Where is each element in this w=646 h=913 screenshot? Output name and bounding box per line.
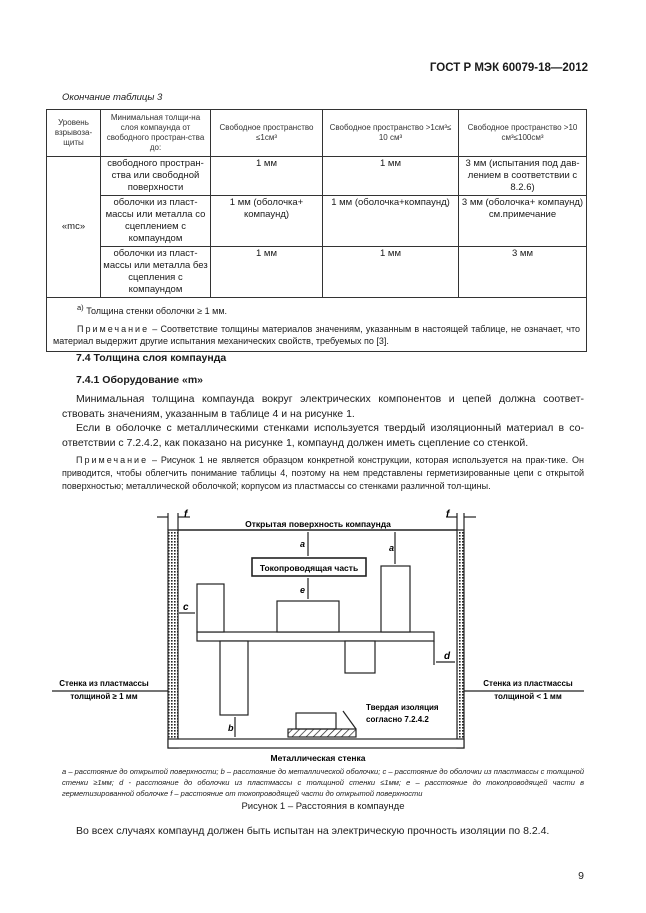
table-row — [47, 196, 587, 247]
insulation-label: Твердая изоляция — [366, 703, 439, 712]
component — [220, 641, 248, 715]
dim-letter-e: e — [300, 585, 306, 595]
component — [381, 566, 410, 632]
table-footer — [47, 298, 587, 352]
note-label: Примечание — [77, 324, 150, 334]
cell: 1 мм — [323, 247, 459, 298]
right-wall-label: Стенка из пластмассы — [483, 679, 573, 688]
row-label: оболочки из пласт-массы или металла со сцеплением с компаундом — [101, 196, 211, 247]
component — [197, 584, 224, 632]
cell: 1 мм (оболочка+ компаунд) — [211, 196, 323, 247]
header-min-thickness: Минимальная толщи-на слоя компаунда от свободного простран-ства до: — [101, 110, 211, 157]
cell: 1 мм — [323, 157, 459, 196]
left-wall-label: Стенка из пластмассы — [59, 679, 149, 688]
footnote-text: Толщина стенки оболочки ≥ 1 мм. — [86, 306, 228, 316]
conductive-part-label: Токопроводящая часть — [259, 563, 359, 573]
page-number: 9 — [578, 870, 584, 882]
cell: 3 мм (оболочка+ компаунд) см.примечание — [459, 196, 587, 247]
protection-level: «mc» — [47, 157, 101, 298]
note-text: – Соответствие толщины материалов значениям, указанным в настоящей таблице, не означает, что материал выдержит другие испытания механических свойств, требуемых по [3]. — [53, 324, 580, 346]
row-label: свободного простран-ства или свободной поверхности — [101, 157, 211, 196]
table-header-row — [47, 110, 587, 157]
figure-legend: a – расстояние до открытой поверхности; b – расстояние до металлической оболочки; c – расстояние до оболочки из пластмассы с толщиной стенки ≥1мм; d - расстояние до оболочки из пластмассы с толщиной стенки ≤1мм; e – расстояние до токопроводящей части в герметизированной оболочке f – расстояние от токопроводящей части до открытой поверхности — [62, 767, 584, 798]
cell: 1 мм (оболочка+компаунд) — [323, 196, 459, 247]
cell: 3 мм — [459, 247, 587, 298]
open-surface-label: Открытая поверхность компаунда — [245, 519, 391, 529]
right-wall-thickness: толщиной < 1 мм — [494, 692, 562, 701]
component — [345, 641, 375, 673]
left-plastic-wall — [168, 530, 178, 748]
note-text: – Рисунок 1 не является образцом конкретной конструкции, которая используется на прак-тике. Он приводится, чтобы облегчить понимание таблицы 4, поэтому на нем представлены герметизированные цепи с открытой поверхностью; металлической оболочкой; корпусом из пластмассы со стенками различной тол-щины. — [62, 455, 584, 491]
table-3-end — [46, 109, 587, 352]
note-label: Примечание — [76, 455, 149, 465]
component — [277, 601, 339, 632]
final-paragraph: Во всех случаях компаунд должен быть испытан на электрическую прочность изоляции по 8.2.4. — [76, 825, 550, 837]
paragraph: Если в оболочке с металлическими стенками используется твердый изоляционный материал в со-ответствии с 7.2.4.2, как показано на рисунке 1, компаунд должен иметь сцепление со стенкой. — [62, 422, 584, 449]
cell: 3 мм (испытания под дав-лением в соответствии с 8.2.6) — [459, 157, 587, 196]
figure-1-diagram — [0, 505, 646, 767]
metal-bottom-wall — [168, 739, 464, 748]
table-caption: Окончание таблицы 3 — [62, 92, 163, 103]
dim-letter-f: f — [184, 509, 188, 520]
document-header: ГОСТ Р МЭК 60079-18—2012 — [429, 62, 588, 74]
cell: 1 мм — [211, 157, 323, 196]
insulation-ref: согласно 7.2.4.2 — [366, 715, 429, 724]
table-row — [47, 157, 587, 196]
figure-note — [62, 454, 584, 493]
dim-letter-b: b — [228, 723, 234, 733]
header-space-3: Свободное пространство >10 см³≤100см³ — [459, 110, 587, 157]
dim-letter-d: d — [444, 651, 451, 662]
dim-letter-a: a — [300, 539, 306, 549]
metal-wall-label: Металлическая стенка — [270, 753, 366, 763]
table-row — [47, 247, 587, 298]
dim-letter-c: c — [183, 602, 189, 613]
section-7-4-heading: 7.4 Толщина слоя компаунда — [76, 352, 227, 364]
right-plastic-wall — [457, 530, 464, 748]
section-7-4-1-heading: 7.4.1 Оборудование «m» — [76, 374, 203, 386]
dim-letter-a: a — [389, 543, 395, 553]
cell: 1 мм — [211, 247, 323, 298]
row-label: оболочки из пласт-массы или металла без сцепления с компаундом — [101, 247, 211, 298]
circuit-board — [197, 632, 434, 641]
footnote-mark: a) — [77, 303, 84, 312]
table-footer-row — [47, 298, 587, 352]
dim-letter-f: f — [446, 509, 450, 520]
component — [296, 713, 336, 729]
header-space-1: Свободное пространство ≤1см³ — [211, 110, 323, 157]
paragraph: Минимальная толщина компаунда вокруг электрических компонентов и цепей должна соответ-ствовать значениям, указанным в таблице 4 и на рисунке 1. — [62, 393, 584, 420]
left-wall-thickness: толщиной ≥ 1 мм — [70, 692, 138, 701]
solid-insulation — [288, 729, 356, 737]
header-level: Уровень взрывоза-щиты — [47, 110, 101, 157]
body-paragraphs — [62, 392, 584, 450]
header-space-2: Свободное пространство >1см³≤ 10 см³ — [323, 110, 459, 157]
figure-caption: Рисунок 1 – Расстояния в компаунде — [241, 801, 405, 812]
